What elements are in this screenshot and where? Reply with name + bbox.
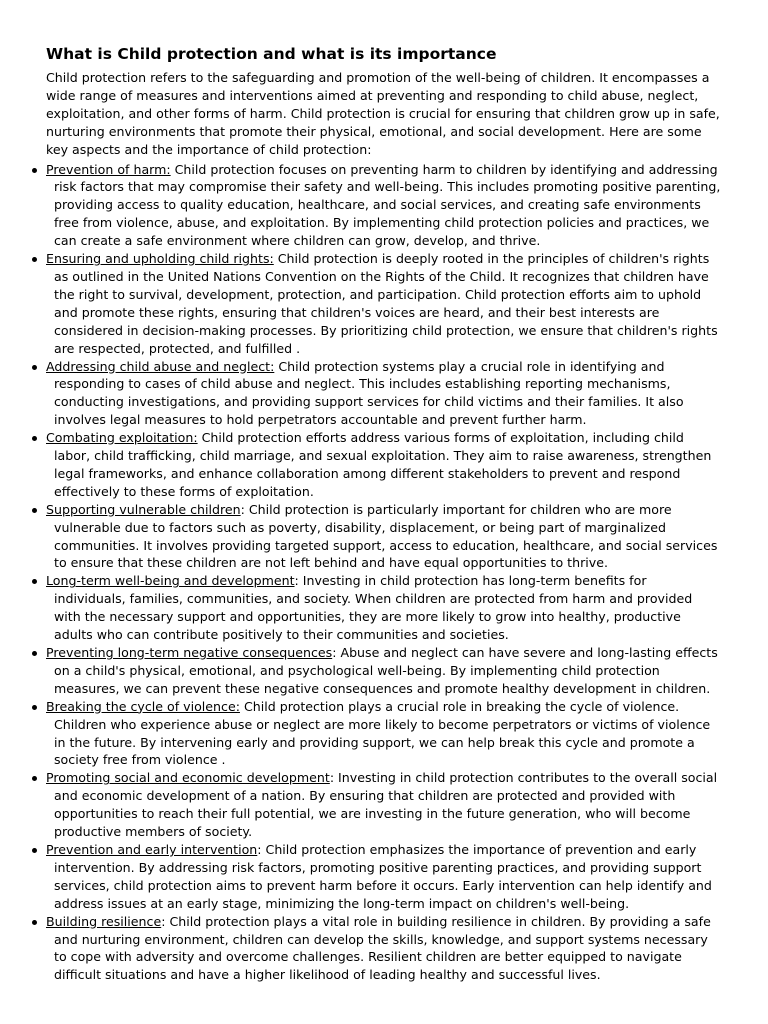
list-item: [46, 358, 722, 430]
list-item-term: Preventing long-term negative consequences: [46, 645, 333, 660]
list-item: [46, 769, 722, 841]
importance-list: [46, 161, 722, 985]
list-item-text: Child protection focuses on preventing harm to children by identifying and addressing risk factors that may compromise their safety and well-being. This includes promoting positive parenting, providing access to quality education, healthcare, and social services, and creating safe environments free from violence, abuse, and exploitation. By implementing child protection policies and practices, we can create a safe environment where children can grow, develop, and thrive.: [54, 161, 721, 249]
intro-paragraph: Child protection refers to the safeguarding and promotion of the well-being of children. It encompasses a wide range of measures and interventions aimed at preventing and responding to child abuse, neglect, exploitation, and other forms of harm. Child protection is crucial for ensuring that children grow up in safe, nurturing environments that promote their physical, emotional, and social development. Here are some key aspects and the importance of child protection:: [46, 70, 720, 157]
list-item: [46, 501, 722, 573]
document-title: What is Child protection and what is its importance: [46, 45, 497, 63]
list-item-term: Building resilience: [46, 913, 162, 929]
list-item: [46, 644, 722, 698]
list-item-text: : Child protection plays a vital role in building resilience in children. By providing a safe and nurturing environment, children can develop the skills, knowledge, and support systems necessary to cope with adversity and overcome challenges. Resilient children are better equipped to navigate difficult situations and have a higher likelihood of leading healthy and successful lives.: [54, 913, 711, 983]
list-item-text: Child protection is deeply rooted in the principles of children's rights as outlined in the United Nations Convention on the Rights of the Child. It recognizes that children have the right to survival, development, protection, and participation. Child protection efforts aim to uphold and promote these rights, ensuring that children's voices are heard, and their best interests are considered in decision-making processes. By prioritizing child protection, we ensure that children's rights are respected, protected, and fulfilled .: [54, 251, 718, 356]
list-item-term: Prevention and early intervention: [46, 841, 258, 857]
list-item-text: : Investing in child protection contributes to the overall social and economic development of a nation. By ensuring that children are protected and provided with opportunities to reach their full potential, we are investing in the future generation, who will become productive members of society.: [54, 770, 718, 840]
list-item-term: Combating exploitation:: [46, 430, 198, 446]
list-item-text: Child protection systems play a crucial role in identifying and responding to cases of child abuse and neglect. This includes establishing reporting mechanisms, conducting investigations, and providing support services for child victims and their families. It also involves legal measures to hold perpetrators accountable and prevent further harm.: [54, 358, 684, 428]
list-item-term: Prevention of harm:: [46, 161, 171, 177]
list-item-text: : Investing in child protection has long-term benefits for individuals, families, communities, and society. When children are protected from harm and provided with the necessary support and opportunities, they are more likely to grow into healthy, productive adults who can contribute positively to their communities and societies.: [54, 573, 693, 643]
list-item-text: Child protection plays a crucial role in breaking the cycle of violence. Children who experience abuse or neglect are more likely to become perpetrators or victims of violence in the future. By intervening early and providing support, we can help break this cycle and promote a society free from violence .: [54, 698, 711, 768]
list-item: [46, 429, 722, 501]
list-item-term: Promoting social and economic development: [46, 770, 330, 786]
list-item-term: Supporting vulnerable children: [46, 501, 241, 517]
list-item-term: Long-term well-being and development: [46, 573, 295, 589]
list-item: [46, 913, 722, 985]
list-item: [46, 572, 722, 644]
list-item-text: : Child protection is particularly important for children who are more vulnerable due to factors such as poverty, disability, displacement, or being part of marginalized communities. It involves providing targeted support, access to education, healthcare, and social services to ensure that these children are not left behind and have equal opportunities to thrive.: [54, 501, 718, 571]
list-item-term: Ensuring and upholding child rights:: [46, 251, 274, 267]
list-item: [46, 161, 722, 251]
list-item-term: Addressing child abuse and neglect:: [46, 358, 275, 374]
list-item: [46, 841, 722, 913]
list-item-text: Child protection efforts address various forms of exploitation, including child labor, child trafficking, child marriage, and sexual exploitation. They aim to raise awareness, strengthen legal frameworks, and enhance collaboration among different stakeholders to prevent and respond effectively to these forms of exploitation.: [54, 430, 712, 499]
list-item-text: : Child protection emphasizes the importance of prevention and early intervention. By addressing risk factors, promoting positive parenting practices, and providing support services, child protection aims to prevent harm before it occurs. Early intervention can help identify and address issues at an early stage, minimizing the long-term impact on children's well-being.: [54, 841, 712, 911]
list-item: [46, 698, 722, 770]
list-item: [46, 250, 722, 357]
list-item-term: Breaking the cycle of violence:: [46, 698, 240, 714]
list-item-text: : Abuse and neglect can have severe and long-lasting effects on a child's physical, emotional, and psychological well-being. By implementing child protection measures, we can prevent these negative consequences and promote healthy development in children.: [54, 645, 718, 696]
